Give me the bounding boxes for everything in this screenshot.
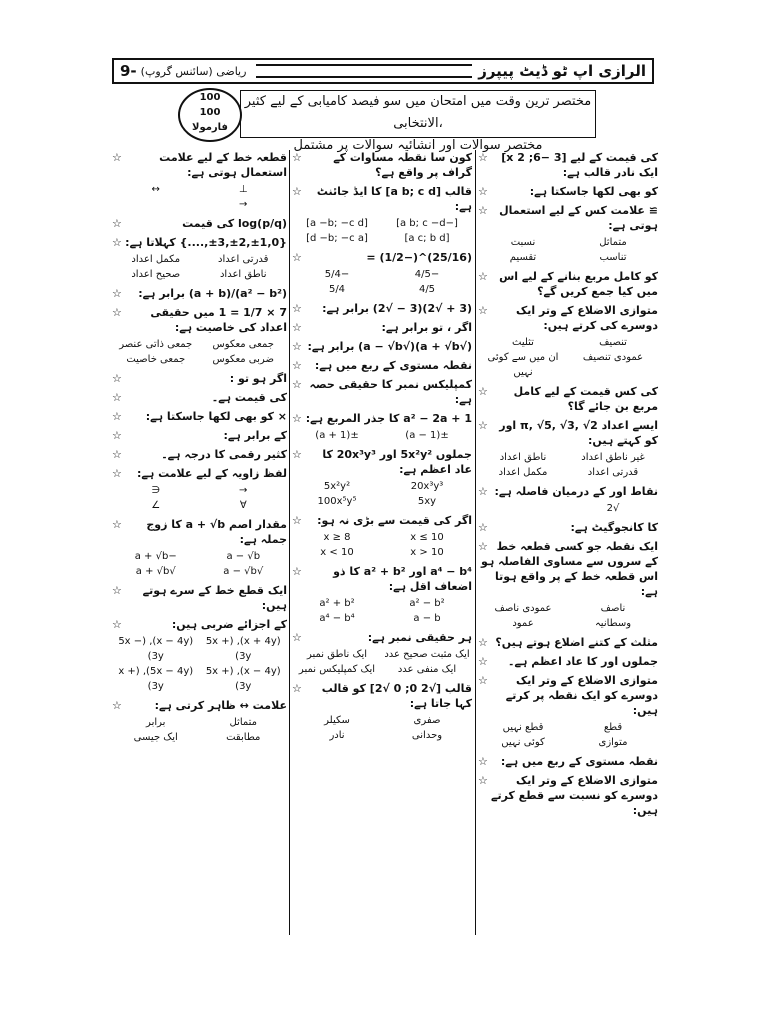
question-item xyxy=(292,339,472,354)
question-text: مثلث کے کتنے اضلاع ہوتے ہیں؟ xyxy=(495,636,658,649)
question-item xyxy=(478,303,658,380)
option: 5/4 xyxy=(328,284,346,295)
star-icon: ☆ xyxy=(292,321,302,334)
star-icon: ☆ xyxy=(478,755,488,768)
option: ∀ xyxy=(239,500,247,511)
star-icon: ☆ xyxy=(112,236,122,249)
star-icon: ☆ xyxy=(112,467,122,480)
options-grid xyxy=(112,715,287,745)
question-item xyxy=(292,301,472,316)
question-text: نقطہ مستوی کے ربع میں ہے: xyxy=(500,755,658,768)
column-divider xyxy=(289,150,290,935)
question-text: متوازی الاضلاع کے وتر ایک دوسرے کو نسبت سے قطع کرتے ہیں: xyxy=(491,774,658,817)
option: 20x³y³ xyxy=(410,481,444,492)
star-icon: ☆ xyxy=(478,204,488,217)
option: (5x − 4y), (x + 3y) xyxy=(118,666,194,692)
option: (x − 4y), (5x + 3y) xyxy=(205,666,281,692)
option: ناطق اعداد xyxy=(219,269,267,280)
question-item xyxy=(478,654,658,669)
star-icon: ☆ xyxy=(478,304,488,317)
option xyxy=(112,197,200,212)
question-item xyxy=(478,539,658,631)
option: تنصیف xyxy=(599,337,627,348)
option: ∠ xyxy=(151,500,161,511)
question-item xyxy=(478,384,658,414)
question-item xyxy=(478,203,658,265)
option: a⁴ − b⁴ xyxy=(319,613,355,624)
question-item xyxy=(112,583,287,613)
star-icon: ☆ xyxy=(292,514,302,527)
options-grid xyxy=(292,596,472,626)
option: مکمل اعداد xyxy=(131,254,181,265)
star-icon: ☆ xyxy=(478,655,488,668)
question-text: کا کانجوگیٹ ہے: xyxy=(570,521,658,534)
option: وسطانیہ xyxy=(594,618,632,629)
page-header xyxy=(112,58,654,84)
option: ±(a + 1) xyxy=(315,430,359,441)
option: 5xy xyxy=(417,496,437,507)
star-icon: ☆ xyxy=(112,699,122,712)
question-item xyxy=(478,635,658,650)
question-text: نقطہ مستوی کے ربع میں ہے: xyxy=(314,359,472,372)
options-grid xyxy=(112,182,287,212)
question-item xyxy=(292,564,472,626)
star-icon: ☆ xyxy=(478,419,488,432)
option: a − √b xyxy=(226,551,261,562)
question-text: اگر کی قیمت سے بڑی نہ ہو: xyxy=(317,514,472,527)
option: تثلیث xyxy=(512,337,534,348)
option: تقسیم xyxy=(509,252,537,263)
question-text: مقدار اصم a + √b کا زوج جملہ ہے: xyxy=(146,518,287,546)
options-grid xyxy=(478,501,658,516)
option: صفری xyxy=(413,715,441,726)
question-item xyxy=(292,411,472,443)
option: عمود xyxy=(512,618,534,629)
option: a² + b² xyxy=(319,598,355,609)
question-item xyxy=(478,520,658,535)
question-item xyxy=(292,681,472,743)
logo-seal: 100 100 فارمولا xyxy=(178,88,242,142)
option: متماثل xyxy=(599,237,627,248)
question-text: کے برابر ہے: xyxy=(223,429,287,442)
option: a² − b² xyxy=(409,598,445,609)
question-text: 7 × 1/7 = 1 میں حقیقی اعداد کی خاصیت ہے: xyxy=(150,306,287,334)
question-text: کی قیمت کے لیے [3 −6; 2 x] ایک نادر قالب ہے: xyxy=(501,151,658,179)
question-text: ایسے اعداد π, √5, √3, √2 اور کو کہتے ہیں: xyxy=(499,419,658,447)
question-item xyxy=(292,513,472,560)
question-text: اگر ، تو برابر ہے: xyxy=(381,321,472,334)
option: صحیح اعداد xyxy=(131,269,181,280)
option: [a c; b d] xyxy=(404,233,450,244)
option: وحدانی xyxy=(411,730,443,741)
star-icon: ☆ xyxy=(292,151,302,164)
star-icon: ☆ xyxy=(292,631,302,644)
question-item xyxy=(112,447,287,462)
question-text: قالب [a b; c d] کا ایڈ جائنٹ ہے: xyxy=(316,185,472,213)
star-icon: ☆ xyxy=(112,287,122,300)
star-icon: ☆ xyxy=(478,151,488,164)
question-text: a⁴ − b⁴ اور a² + b² کا ذو اضعاف اقل ہے: xyxy=(333,565,472,593)
question-text: نقاط اور کے درمیان فاصلہ ہے: xyxy=(494,485,658,498)
question-column-middle xyxy=(292,150,472,935)
option: قدرتی اعداد xyxy=(218,254,269,265)
column-divider xyxy=(475,150,476,935)
option: ان میں سے کوئی نہیں xyxy=(487,352,559,378)
question-item xyxy=(292,184,472,246)
options-grid xyxy=(292,647,472,677)
star-icon: ☆ xyxy=(112,518,122,531)
question-text: جملوں اور کا عاد اعظم ہے۔ xyxy=(508,655,658,668)
question-text: لفظ زاویہ کے لیے علامت ہے: xyxy=(136,467,287,480)
question-text: (a² − b²)/(a + b) برابر ہے: xyxy=(138,287,287,300)
star-icon: ☆ xyxy=(112,584,122,597)
star-icon: ☆ xyxy=(478,636,488,649)
page-number: 9- xyxy=(120,62,137,80)
banner-line-2: مختصر سوالات اور انشائیہ سوالات پر مشتمل xyxy=(293,138,543,153)
question-item xyxy=(292,447,472,509)
option: ±(a − 1) xyxy=(405,430,449,441)
star-icon: ☆ xyxy=(292,340,302,353)
option: قطع xyxy=(603,722,623,733)
option: ⊥ xyxy=(238,184,248,195)
star-icon: ☆ xyxy=(292,378,302,391)
star-icon: ☆ xyxy=(292,302,302,315)
option: قدرتی اعداد xyxy=(587,467,639,478)
options-grid xyxy=(112,483,287,513)
option: x ≥ 8 xyxy=(323,532,351,543)
option: کوئی نہیں xyxy=(501,737,545,748)
question-text: کون سا نقطہ مساوات کے گراف پر واقع ہے؟ xyxy=(333,151,472,179)
question-text: (√a + √b)(√a − √b) برابر ہے: xyxy=(307,340,472,353)
option: → xyxy=(239,199,248,210)
star-icon: ☆ xyxy=(112,618,122,631)
options-grid xyxy=(112,549,287,579)
question-text: a² − 2a + 1 کا جذر المربع ہے: xyxy=(305,412,472,425)
question-item xyxy=(112,371,287,386)
option: جمعی معکوس xyxy=(212,339,274,350)
question-text: × کو بھی لکھا جاسکتا ہے: xyxy=(145,410,287,423)
question-item xyxy=(112,235,287,282)
option: √a − √b xyxy=(223,566,264,577)
options-grid xyxy=(478,335,658,380)
option: √2 xyxy=(606,503,620,514)
question-text: کو کامل مربع بنانے کے لیے اس میں کیا جمع کریں گے؟ xyxy=(499,270,658,298)
option: مکمل اعداد xyxy=(498,467,548,478)
option: ایک مثبت صحیح عدد xyxy=(384,649,470,660)
option: ↔ xyxy=(151,184,160,195)
intro-banner xyxy=(240,90,596,153)
star-icon: ☆ xyxy=(292,565,302,578)
question-item xyxy=(478,484,658,516)
question-text: (3 + √2)(3 − √2) برابر ہے: xyxy=(322,302,472,315)
option: نادر xyxy=(329,730,345,741)
question-text: کثیر رقمی کا درجہ ہے۔ xyxy=(161,448,287,461)
question-item xyxy=(112,466,287,513)
question-item xyxy=(112,216,287,231)
question-item xyxy=(112,390,287,405)
question-text: کمپلیکس نمبر کا حقیقی حصہ ہے: xyxy=(309,378,472,406)
option: [−a b; c −d] xyxy=(396,218,458,229)
question-text: جملوں 5x²y² اور 20x³y³ کا عاد اعظم ہے: xyxy=(322,448,472,476)
question-item xyxy=(478,754,658,769)
star-icon: ☆ xyxy=(292,412,302,425)
star-icon: ☆ xyxy=(292,359,302,372)
star-icon: ☆ xyxy=(292,682,302,695)
option: نسبت xyxy=(510,237,536,248)
star-icon: ☆ xyxy=(478,385,488,398)
options-grid xyxy=(478,235,658,265)
options-grid xyxy=(112,337,287,367)
question-item xyxy=(112,517,287,579)
star-icon: ☆ xyxy=(112,429,122,442)
option: ایک منفی عدد xyxy=(397,664,457,675)
question-item xyxy=(112,409,287,424)
question-item xyxy=(112,617,287,694)
option: x ≤ 10 xyxy=(410,532,444,543)
option: متوازی xyxy=(598,737,628,748)
star-icon: ☆ xyxy=(478,540,488,553)
question-item xyxy=(478,184,658,199)
star-icon: ☆ xyxy=(478,185,488,198)
question-item xyxy=(292,358,472,373)
banner-line-1: مختصر ترین وقت میں امتحان میں سو فیصد کامیابی کے لیے کثیر الانتخابی، xyxy=(244,94,592,131)
option: برابر xyxy=(146,717,166,728)
star-icon: ☆ xyxy=(478,774,488,787)
star-icon: ☆ xyxy=(112,372,122,385)
option: −a + √b xyxy=(134,551,177,562)
option: ایک جیسی xyxy=(133,732,178,743)
star-icon: ☆ xyxy=(478,521,488,534)
question-text: کی کس قیمت کے لیے کامل مربع بن جائے گا؟ xyxy=(513,385,658,413)
star-icon: ☆ xyxy=(478,270,488,283)
option: (x + 4y), (5x + 3y) xyxy=(205,636,281,662)
question-item xyxy=(478,773,658,818)
option: 100x⁵y⁵ xyxy=(317,496,357,507)
option: [d −b; −c a] xyxy=(306,233,368,244)
star-icon: ☆ xyxy=(112,391,122,404)
option: عمودی ناصف xyxy=(494,603,552,614)
star-icon: ☆ xyxy=(292,448,302,461)
question-text: اگر ہو تو : xyxy=(229,372,287,385)
question-item xyxy=(112,698,287,745)
question-text: ایک نقطہ جو کسی قطعہ خط کے سروں سے مساوی الفاصلہ ہو اس قطعہ خط کے پر واقع ہوتا ہے: xyxy=(480,540,658,598)
option: ناصف xyxy=(600,603,626,614)
option: متماثل xyxy=(229,717,258,728)
question-column-right xyxy=(478,150,658,935)
question-text: (25/16)^(−1/2) = xyxy=(366,251,472,264)
option: ایک ناطق نمبر xyxy=(306,649,368,660)
star-icon: ☆ xyxy=(112,151,122,164)
star-icon: ☆ xyxy=(112,306,122,319)
option: −5/4 xyxy=(324,269,350,280)
options-grid xyxy=(478,601,658,631)
question-item xyxy=(112,286,287,301)
question-item xyxy=(112,428,287,443)
option xyxy=(478,501,568,516)
option: عمودی تنصیف xyxy=(582,352,644,363)
subject-label: ریاضی (سائنس گروپ) xyxy=(140,64,247,78)
options-grid xyxy=(292,530,472,560)
star-icon: ☆ xyxy=(292,185,302,198)
option: جمعی ذاتی عنصر xyxy=(119,339,193,350)
option: ناطق اعداد xyxy=(499,452,547,463)
question-item xyxy=(478,673,658,750)
question-item xyxy=(292,320,472,335)
question-text: علامت ↔ ظاہر کرتی ہے: xyxy=(154,699,287,712)
options-grid xyxy=(292,216,472,246)
question-text: {0,±1,±2,±3,....} کہلاتا ہے: xyxy=(125,236,287,249)
question-text: قالب [√2 0; 0 √2] کو قالب کہا جاتا ہے: xyxy=(321,682,472,710)
question-item xyxy=(292,377,472,407)
option: سکیلر xyxy=(324,715,350,726)
options-grid xyxy=(112,634,287,694)
publisher-title: الرازی اپ ٹو ڈیٹ پیپرز xyxy=(478,62,646,80)
options-grid xyxy=(112,252,287,282)
option: x < 10 xyxy=(320,547,354,558)
option: مطابقت xyxy=(226,732,261,743)
option: (x − 4y), (5x − 3y) xyxy=(118,636,194,662)
star-icon: ☆ xyxy=(478,674,488,687)
question-column-left xyxy=(112,150,287,935)
star-icon: ☆ xyxy=(112,410,122,423)
options-grid xyxy=(292,267,472,297)
star-icon: ☆ xyxy=(112,217,122,230)
question-text: کو بھی لکھا جاسکتا ہے: xyxy=(529,185,658,198)
option: −4/5 xyxy=(414,269,440,280)
options-grid xyxy=(478,450,658,480)
option: → xyxy=(239,485,248,496)
star-icon: ☆ xyxy=(292,251,302,264)
option: [a −b; −c d] xyxy=(306,218,368,229)
options-grid xyxy=(292,713,472,743)
question-item xyxy=(292,630,472,677)
option: 4/5 xyxy=(418,284,436,295)
option: a − b xyxy=(413,613,441,624)
options-grid xyxy=(292,428,472,443)
question-text: ایک قطع خط کے سرے ہوتے ہیں: xyxy=(142,584,287,612)
option: غیر ناطق اعداد xyxy=(581,452,645,463)
question-text: قطعہ خط کے لیے علامت استعمال ہوتی ہے: xyxy=(159,151,287,179)
header-rule xyxy=(256,64,472,78)
question-item xyxy=(112,305,287,367)
option: تناسب xyxy=(599,252,627,263)
question-text: کے اجزائے ضربی ہیں: xyxy=(171,618,287,631)
question-text: متوازی الاضلاع کے وتر ایک دوسرے کو ایک نقطہ پر کرتے ہیں: xyxy=(505,674,658,717)
question-text: متوازی الاضلاع کے وتر ایک دوسرے کی کرتے ہیں: xyxy=(516,304,658,332)
option: √a + √b xyxy=(135,566,176,577)
option: 5x²y² xyxy=(323,481,351,492)
question-item xyxy=(112,150,287,212)
options-grid xyxy=(478,720,658,750)
option: قطع نہیں xyxy=(502,722,544,733)
question-item xyxy=(292,250,472,297)
question-item xyxy=(292,150,472,180)
options-grid xyxy=(292,479,472,509)
star-icon: ☆ xyxy=(112,448,122,461)
option: جمعی خاصیت xyxy=(126,354,186,365)
question-text: کی قیمت ہے۔ xyxy=(211,391,287,404)
option: x > 10 xyxy=(410,547,444,558)
option: ایک کمپلیکس نمبر xyxy=(298,664,376,675)
star-icon: ☆ xyxy=(478,485,488,498)
question-text: log(p/q) کی قیمت xyxy=(182,217,287,230)
question-item xyxy=(478,418,658,480)
option: ∈ xyxy=(151,485,161,496)
question-text: ہر حقیقی نمبر ہے: xyxy=(367,631,472,644)
question-item xyxy=(478,150,658,180)
question-text: ≅ علامت کس کے لیے استعمال ہوتی ہے: xyxy=(499,204,658,232)
option: ضربی معکوس xyxy=(212,354,274,365)
question-item xyxy=(478,269,658,299)
